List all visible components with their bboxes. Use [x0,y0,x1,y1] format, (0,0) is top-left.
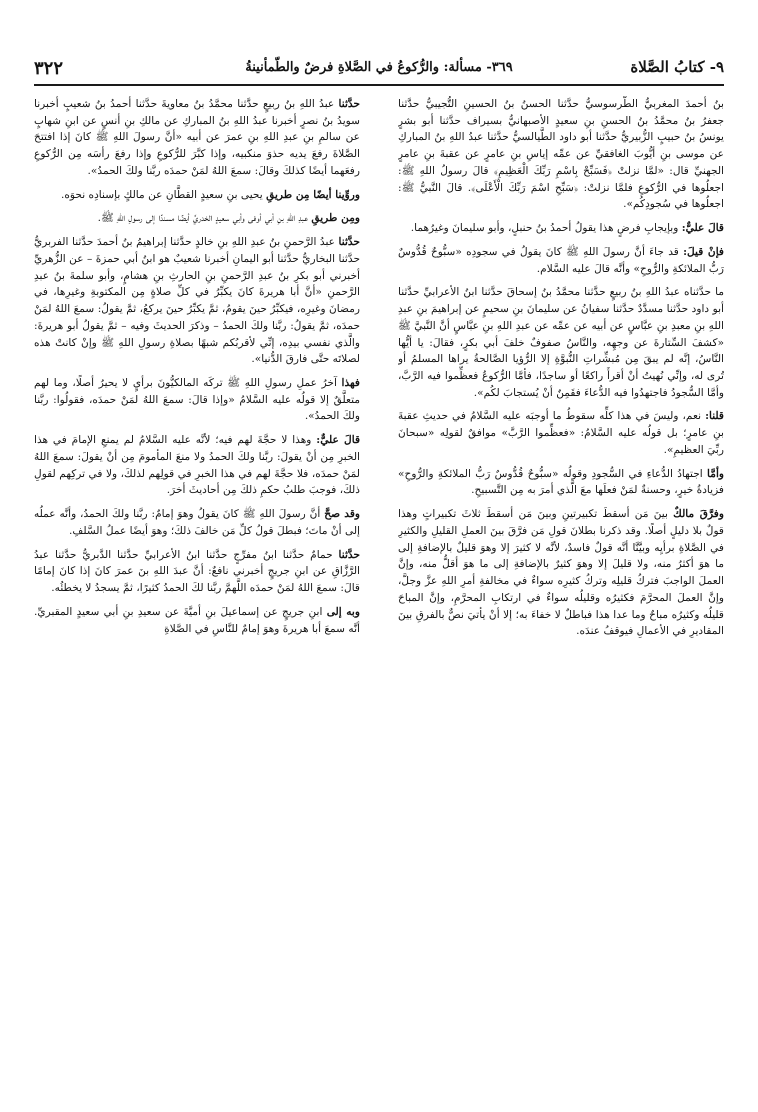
paragraph [34,96,360,180]
left-column [34,96,360,1086]
paragraph [34,210,360,227]
paragraph-lead: قالَ عليٌّ: [316,434,360,447]
paragraph [398,284,724,401]
paragraph [34,432,360,499]
right-column [398,96,724,1086]
paragraph-lead: وبه إلى [326,605,360,618]
paragraph-text: عبدُ اللهِ بنُ ربيعٍ حدَّثنا محمَّدُ بنُ معاويةَ حدَّثنا أحمدُ بنُ شعيبٍ أخبرنا سويدُ بنُ نصرٍ أخبرنا عبدُ اللهِ بنُ المباركِ عن مالكِ بنِ أنسٍ عن ابنِ شهابٍ عن سالمِ بنِ عبدِ اللهِ بنِ عمرَ عن أبيه «أنَّ رسولَ اللهِ ﷺ كانَ إذا افتتحَ الصَّلاةَ رفعَ يديه حذوَ منكبيه، وإذا كبَّرَ للرُّكوعِ وإذا رفعَ رأسَه مِن الرُّكوعِ رفعَهما أيضًا كذلكَ وقالَ: سمعَ اللهُ لمَنْ حمدَه ربَّنا ولكَ الحمدُ». [34,98,360,177]
paragraph-lead: وفرَّقَ مالكٌ [673,508,724,521]
paragraph [398,506,724,640]
paragraph-lead: فإنْ قيلَ: [683,245,724,258]
paragraph [34,234,360,368]
paragraph-lead: حدَّثنا [338,236,360,249]
book-title: ٩- كتابُ الصَّلاة [630,58,724,76]
paragraph-text: ابنِ جريجٍ عن إسماعيلَ بنِ أميَّةَ عن سعيدِ بنِ أبي سعيدٍ المقبريِّ. أنَّه سمعَ أبا هريرةَ وهوَ إمامٌ للنَّاسِ في الصَّلاةِ [34,605,360,635]
paragraph-text: وبإيجابِ فرضٍ هذا يقولُ أحمدُ بنُ حنبلٍ، وأبو سليمانَ وغيرُهما. [410,222,679,235]
paragraph-lead: وأمَّا [707,467,724,480]
paragraph [398,466,724,499]
paragraph-text: وهذا لا حجَّةَ لهم فيه؛ لأنَّه عليه السَّلامُ لم يمنعِ الإمامَ في هذا الخبرِ مِن أنْ يقولَ: ربَّنا ولكَ الحمدُ ولا منعَ المأمومَ مِن أنْ يقولَ: سمعَ اللهُ لمَنْ حمدَه، فلا حجَّةَ لهم في هذا الخبرِ في قولِهم لذلكَ، ولا في تركِهم لقولِ ذلكَ، فوجبَ طلبُ حكمِ ذلكَ مِن أحاديثَ أخرَ. [34,434,360,497]
paragraph-lead: قلنا: [705,410,724,423]
paragraph-text: اجتهادُ الدُّعاءِ في السُّجودِ وقولُه «سبُّوحٌ قُدُّوسٌ رَبُّ الملائكةِ والرُّوحِ» فزيادةُ خيرٍ، وحسنةٌ لمَنْ فعلَها معَ الَّذي أمرَ به مِن التَّسبيحِ. [398,467,724,497]
paragraph-text: يحيى بنِ سعيدٍ القطَّانِ عن مالكٍ بإسنادِه نحوَه. [60,188,263,201]
paragraph-text: قد جاءَ أنَّ رسولَ اللهِ ﷺ كانَ يقولُ في سجودِه «سبُّوحٌ قُدُّوسٌ رَبُّ الملائكةِ والرُّوحِ» وأنَّه قالَ عليه السَّلام. [398,245,724,275]
paragraph [34,604,360,637]
paragraph-text: نعم، وليسَ في هذا كلِّه سقوطُ ما أوجبَه عليه السَّلامُ في حديثِ عقبةَ بنِ عامرٍ؛ بل قولُه عليه السَّلامُ: «فعظِّموا الرَّبَّ» موافقٌ لقولِه «سبحانَ ربِّيَ العظيمِ». [398,410,724,456]
paragraph-lead: وقد صحَّ [324,508,360,521]
paragraph-text: حمامٌ حدَّثنا ابنُ مفرِّجٍ حدَّثنا ابنُ الأعرابيِّ حدَّثنا الدَّبريُّ حدَّثنا عبدُ الرَّزَّاقِ عن ابنِ جريجٍ أخبرني نافعٌ: أنَّ عبدَ اللهِ بنَ عمرَ كانَ إذا كانَ إمامًا قالَ: سمعَ اللهُ لمَنْ حمدَه اللَّهمَّ ربَّنا لكَ الحمدُ كثيرًا، ثمَّ يسجدُ لا يخطئُه. [34,548,360,595]
paragraph-lead: فهذا [341,377,360,390]
paragraph [398,96,724,213]
paragraph [34,506,360,539]
paragraph-lead: قالَ عليٌّ: [681,222,724,235]
paragraph-text: عبدُ الرَّحمنِ بنُ عبدِ اللهِ بنِ خالدٍ حدَّثنا إبراهيمُ بنُ أحمدَ حدَّثنا الفربريُّ حدَّثنا البخاريُّ حدَّثنا أبو اليمانِ أخبرنا شعيبٌ هو ابنُ أبي حمزةَ – عن الزُّهريِّ أخبرني أبو بكرِ بنُ عبدِ الرَّحمنِ بنِ الحارثِ بنِ هشامٍ، وأبو سلمةَ بنُ عبدِ الرَّحمنِ «أنَّ أبا هريرةَ كانَ يكبِّرُ في كلِّ صلاةٍ مِن المكتوبةِ وغيرِها، في رمضانَ وغيرِه، فيكبِّرُ حينَ يقومُ، ثمَّ يكبِّرُ حينَ يركعُ، ثمَّ يقولُ: سمعَ اللهُ لمَنْ حمدَه، ثمَّ يقولُ: ربَّنا ولكَ الحمدُ – وذكرَ الحديثَ وفيه – ثمَّ يقولُ أبو هريرةَ: والَّذي نفسي بيدِه، إنِّي لأقربُكم شبهًا بصلاةِ رسولِ اللهِ ﷺ وإنْ كانتْ هذه لصلاتَه حتَّى فارقَ الدُّنيا». [34,236,360,366]
paragraph-lead: حدَّثنا [338,548,360,561]
paragraph [398,408,724,458]
paragraph [34,547,360,597]
paragraph-text: أنَّ رسولَ اللهِ ﷺ كانَ يقولُ وهوَ إمامٌ: ربَّنا ولكَ الحمدُ، وأنَّه عملُه إلى أنْ ماتَ؛ فبطلَ قولُ كلِّ مَن خالفَ ذلكَ؛ وهوَ أيضًا عملُ السَّلفِ. [34,508,360,537]
paragraph-text: ما حدَّثناه عبدُ اللهِ بنُ ربيعٍ حدَّثنا محمَّدُ بنُ إسحاقَ حدَّثنا ابنُ الأعرابيِّ حدَّثنا أبو داود حدَّثنا مسدَّدٌ حدَّثنا سفيانُ عن سليمانَ بنِ سحيمٍ عن إبراهيمَ بنِ عبدِ اللهِ بنِ معبدِ بنِ عبَّاسٍ عن أبيه عن عمِّه عن عبدِ اللهِ بنِ عبَّاسٍ أنَّ النَّبيَّ ﷺ «كشفَ السِّتارةَ عن وجهِه، والنَّاسُ صفوفٌ خلفَ أبي بكرٍ، فقالَ: يا أيُّها النَّاسُ، إنَّه لم يبقَ مِن مُبشِّراتِ النُّبوَّةِ إلا الرُّؤيا الصَّالحةُ يراها المسلمُ أو تُرى له، وإنِّي نُهيتُ أنْ أقرأَ راكعًا أو ساجدًا، فأمَّا الرُّكوعُ فعظِّموا فيه الرَّبَّ، وأمَّا السُّجودُ فاجتهدُوا فيه الدُّعاءَ فقَمِنٌ أنْ يُستجابَ لكُم». [398,286,724,399]
paragraph-text: آخرُ عملِ رسولِ اللهِ ﷺ تركَه المالكيُّونَ برأيٍ لا يحيرُ أصلًا، وما لهم متعلَّقٌ إلا قولُه عليه السَّلامُ «وإذا قالَ: سمعَ اللهُ لمَنْ حمدَه، فقولُوا: ربَّنا ولكَ الحمدُ». [34,377,360,423]
paragraph [34,375,360,425]
paragraph-lead: حدَّثنا [338,98,360,110]
section-title: ٣٦٩- مسألة: والرُّكوعُ في الصَّلاةِ فرضٌ والطّمأنينةُ [245,60,513,75]
page-header [34,54,724,86]
paragraph-lead: وروِّينا أيضًا مِن طريقِ [266,188,360,201]
paragraph [34,187,360,204]
paragraph [398,244,724,277]
paragraph [398,220,724,237]
paragraph-lead: ومِن طريقِ [311,212,360,225]
page-number: ٣٢٢ [34,58,64,79]
paragraph-text: بينَ مَن أسقطَ تكبيرتينِ وبينَ مَن أسقطَ ثلاثَ تكبيراتٍ وهذا قولٌ بلا دليلٍ أصلًا. وقد ذكرنا بطلانَ قولِ مَن فرَّقَ بينَ العملِ القليلِ والكثيرِ في الصَّلاةِ برأيِه وبيَّنَّا أنَّه قولٌ فاسدٌ، لأنَّه لا كثيرَ إلا وهوَ قليلٌ بالإضافةِ إلى ما هوَ أكثرُ منه، ولا قليلَ إلا وهوَ كثيرٌ بالإضافةِ إلى ما هوَ أقلُّ منه، وإنَّ العملَ الواجبَ فتركُ قليلِه وتركُ كثيرِه سواءٌ في مخالفةِ أمرِ اللهِ عزَّ وجلَّ، وإنَّ العملَ المحرَّمَ فكثيرُه وقليلُه سواءٌ في ارتكابِ المحرَّمِ، وإنَّ المباحَ قليلُه وكثيرُه مباحٌ وما عدا هذا فباطلٌ لا خفاءَ به؛ إلا أنْ يأتيَ نصٌّ بالفرقِ بينَ المقاديرِ في الأعمالِ فيوقفُ عندَه. [398,508,724,638]
paragraph-text: عبدِ اللهِ بنِ أبي أوفى وأبي سعيدٍ الخدريِّ أيضًا مسندًا إلى رسولِ اللهِ ﷺ. [97,212,309,225]
paragraph-text: بنُ أحمدَ المغربيُّ الطَّرسوسيُّ حدَّثنا الحسنُ بنُ الحسينِ التُّجيبيُّ حدَّثنا جعفرُ بنُ محمَّدُ بنُ الحسنِ بنِ سعيدٍ الأصبهانيُّ بسيراف حدَّثنا أبو بشرٍ يونسُ بنُ حبيبٍ الزُّبيريُّ حدَّثنا أبو داود الطَّيالسيُّ حدَّثنا عبدُ اللهِ بنُ المباركِ عن موسى بنِ أيُّوبَ الغافقيِّ عن عمِّه إياسِ بنِ عامرٍ عن عقبةَ بنِ عامرٍ الجهنيِّ قال: «لمَّا نزلتْ ﴿فَسَبِّحْ بِاسْمِ رَبِّكَ الْعَظِيمِ﴾ قالَ رسولُ اللهِ ﷺ: اجعلُوها في الرُّكوعِ فلمَّا نزلتْ: ﴿سَبِّحِ اسْمَ رَبِّكَ الْأَعْلَى﴾. قالَ النَّبيُّ ﷺ: اجعلُوها في سُجودِكُم». [398,98,724,211]
